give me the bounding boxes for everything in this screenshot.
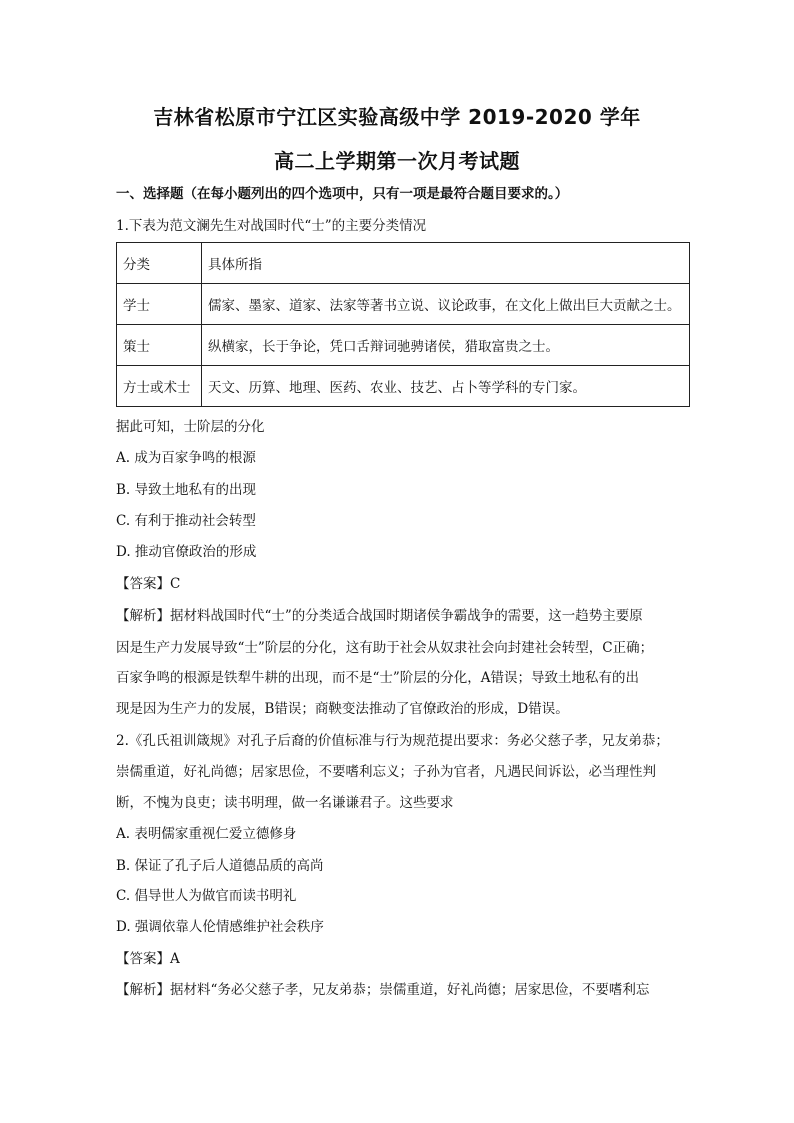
- table-row: [117, 325, 690, 366]
- question-2-stem-line: 2.《孔氏祖训箴规》对孔子后裔的价值标准与行为规范提出要求：务必父慈子孝，兄友弟恭；: [116, 733, 669, 749]
- question-2-stem-line: 崇儒重道，好礼尚德；居家思俭，不要嗜利忘义；子孙为官者，凡遇民间诉讼，必当理性判: [116, 764, 656, 780]
- question-1-option-c: C. 有利于推动社会转型: [116, 513, 256, 529]
- question-2-analysis-line: 【解析】据材料“务必父慈子孝，兄友弟恭；崇儒重道，好礼尚德；居家思俭，不要嗜利忘: [116, 982, 650, 998]
- document-title-line-1: 吉林省松原市宁江区实验高级中学 2019-2020 学年: [153, 105, 641, 129]
- question-1-prompt: 据此可知，士阶层的分化: [116, 419, 265, 435]
- question-1-option-a: A. 成为百家争鸣的根源: [116, 450, 256, 466]
- question-1-analysis-line: 【解析】据材料战国时代“士”的分类适合战国时期诸侯争霸战争的需要，这一趋势主要原: [116, 608, 643, 624]
- question-1-analysis-line: 因是生产力发展导致“士”阶层的分化，这有助于社会从奴隶社会向封建社会转型，C正确；: [116, 640, 654, 656]
- table-cell: 学士: [117, 284, 202, 325]
- question-1-option-b: B. 导致土地私有的出现: [116, 482, 257, 498]
- question-1-analysis-line: 现是因为生产力的发展，B错误；商鞅变法推动了官僚政治的形成，D错误。: [116, 701, 569, 717]
- question-2-option-b: B. 保证了孔子后人道德品质的高尚: [116, 858, 324, 874]
- question-2-stem-line: 断，不愧为良吏；读书明理，做一名谦谦君子。这些要求: [116, 795, 454, 811]
- table-header-cell: 分类: [117, 243, 202, 284]
- document-title-line-2: 高二上学期第一次月考试题: [274, 149, 520, 173]
- table-header-row: [117, 243, 690, 284]
- question-1-stem: 1.下表为范文澜先生对战国时代“士”的主要分类情况: [116, 218, 427, 234]
- question-1-analysis-line: 百家争鸣的根源是铁犁牛耕的出现，而不是“士”阶层的分化，A错误；导致土地私有的出: [116, 670, 640, 686]
- table-row: [117, 284, 690, 325]
- section-heading: 一、选择题（在每小题列出的四个选项中，只有一项是最符合题目要求的。）: [116, 186, 569, 202]
- table-cell: 纵横家，长于争论，凭口舌辩词驰骋诸侯，猎取富贵之士。: [202, 325, 690, 366]
- table-cell: 策士: [117, 325, 202, 366]
- question-2-option-a: A. 表明儒家重视仁爱立德修身: [116, 826, 297, 842]
- table-row: [117, 366, 690, 407]
- table-cell: 方士或术士: [117, 366, 202, 407]
- table-header-cell: 具体所指: [202, 243, 690, 284]
- question-2-option-d: D. 强调依靠人伦情感维护社会秩序: [116, 919, 324, 935]
- question-1-answer: 【答案】C: [116, 576, 181, 592]
- question-2-option-c: C. 倡导世人为做官而读书明礼: [116, 888, 297, 904]
- question-1-option-d: D. 推动官僚政治的形成: [116, 544, 257, 560]
- table-cell: 儒家、墨家、道家、法家等著书立说、议论政事，在文化上做出巨大贡献之士。: [202, 284, 690, 325]
- scholar-classification-table: [116, 242, 690, 407]
- question-2-answer: 【答案】A: [116, 951, 180, 967]
- table-cell: 天文、历算、地理、医药、农业、技艺、占卜等学科的专门家。: [202, 366, 690, 407]
